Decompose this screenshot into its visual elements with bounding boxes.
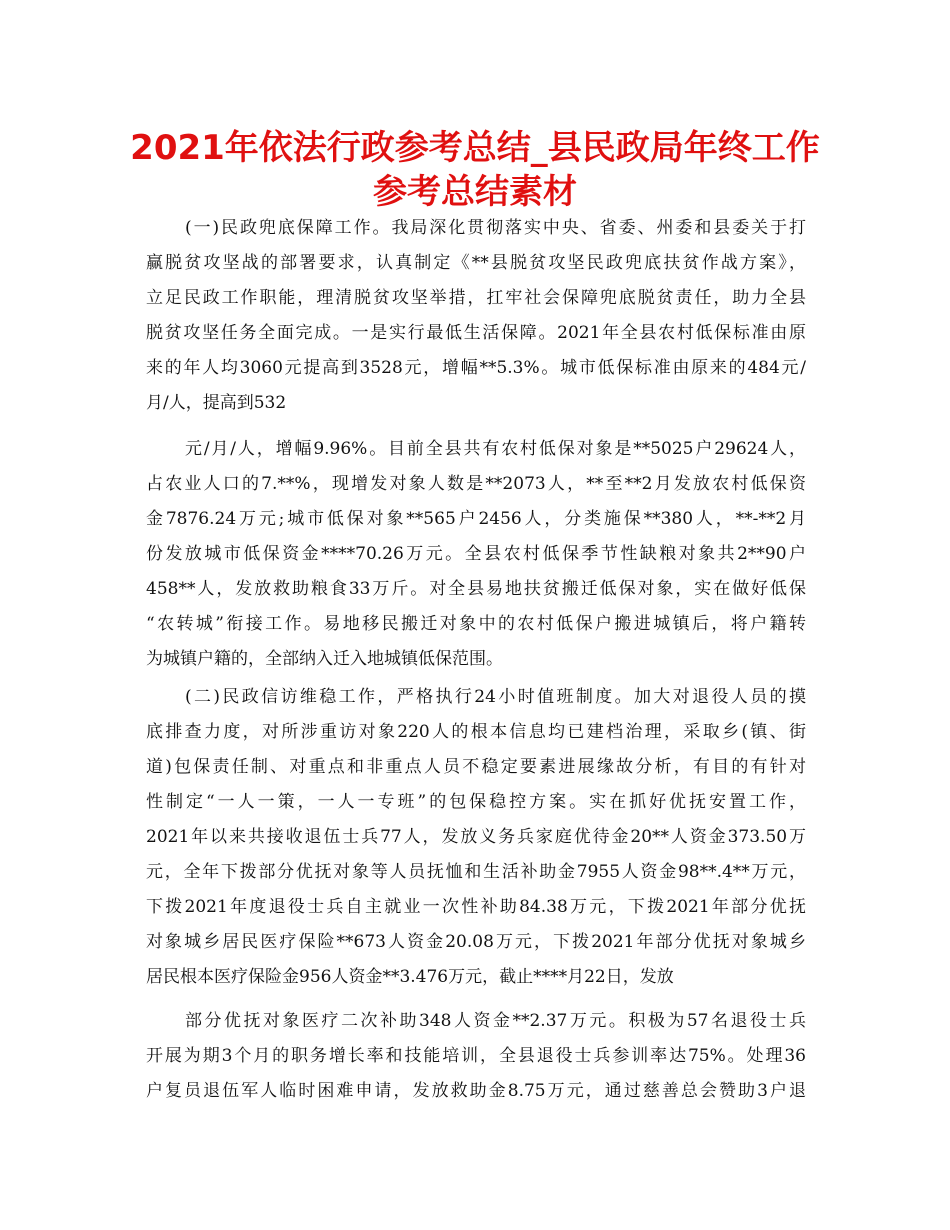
paragraph-2-line: 458**人，发放救助粮食33万斤。对全县易地扶贫搬迁低保对象，实在做好低保 [146,579,806,599]
paragraph-1-line: 来的年人均3060元提高到3528元，增幅**5.3%。城市低保标准由原来的484元/ [146,358,806,378]
paragraph-2-line: 元/月/人，增幅9.96%。目前全县共有农村低保对象是**5025户29624人， [185,439,806,459]
paragraph-1-line: 立足民政工作职能，理清脱贫攻坚举措，扛牢社会保障兜底脱贫责任，助力全县 [146,288,806,308]
paragraph-1-line: 月/人，提高到532 [146,393,287,413]
document-title-line-2: 参考总结素材 [373,172,577,212]
paragraph-2-line: 为城镇户籍的，全部纳入迁入地城镇低保范围。 [146,649,503,669]
paragraph-2-line: 份发放城市低保资金****70.26万元。全县农村低保季节性缺粮对象共2**90户 [146,544,806,564]
paragraph-1-line: 脱贫攻坚任务全面完成。一是实行最低生活保障。2021年全县农村低保标准由原 [146,323,806,343]
paragraph-4-line: 户复员退伍军人临时困难申请，发放救助金8.75万元，通过慈善总会赞助3户退 [146,1081,806,1101]
paragraph-3-line: 底排查力度，对所涉重访对象220人的根本信息均已建档治理，采取乡(镇、街 [146,722,806,742]
paragraph-2-line: “农转城”衔接工作。易地移民搬迁对象中的农村低保户搬进城镇后，将户籍转 [146,614,806,634]
paragraph-3-line: 性制定“一人一策，一人一专班”的包保稳控方案。实在抓好优抚安置工作， [146,792,806,812]
paragraph-3-line: 道)包保责任制、对重点和非重点人员不稳定要素进展缘故分析，有目的有针对 [146,757,806,777]
paragraph-3-line: 对象城乡居民医疗保险**673人资金20.08万元，下拨2021年部分优抚对象城乡 [146,932,806,952]
paragraph-1-line: 赢脱贫攻坚战的部署要求，认真制定《**县脱贫攻坚民政兜底扶贫作战方案》， [146,253,806,273]
paragraph-3-line: 下拨2021年度退役士兵自主就业一次性补助84.38万元，下拨2021年部分优抚 [146,897,806,917]
paragraph-3-line: 元，全年下拨部分优抚对象等人员抚恤和生活补助金7955人资金98**.4**万元， [146,862,806,882]
paragraph-2-line: 占农业人口的7.**%，现增发对象人数是**2073人，**至**2月发放农村低保资 [146,474,806,494]
paragraph-1-line: (一)民政兜底保障工作。我局深化贯彻落实中央、省委、州委和县委关于打 [185,218,806,238]
paragraph-4-line: 开展为期3个月的职务增长率和技能培训，全县退役士兵参训率达75%。处理36 [146,1046,806,1066]
document-title-line-1: 2021年依法行政参考总结_县民政局年终工作 [130,128,820,168]
paragraph-3-line: (二)民政信访维稳工作，严格执行24小时值班制度。加大对退役人员的摸 [185,687,806,707]
paragraph-3-line: 2021年以来共接收退伍士兵77人，发放义务兵家庭优待金20**人资金373.50万 [146,827,806,847]
paragraph-2-line: 金7876.24万元;城市低保对象**565户2456人，分类施保**380人，**-**2月 [146,509,806,529]
paragraph-3-line: 居民根本医疗保险金956人资金**3.476万元，截止****月22日，发放 [146,967,674,987]
paragraph-4-line: 部分优抚对象医疗二次补助348人资金**2.37万元。积极为57名退役士兵 [185,1011,806,1031]
